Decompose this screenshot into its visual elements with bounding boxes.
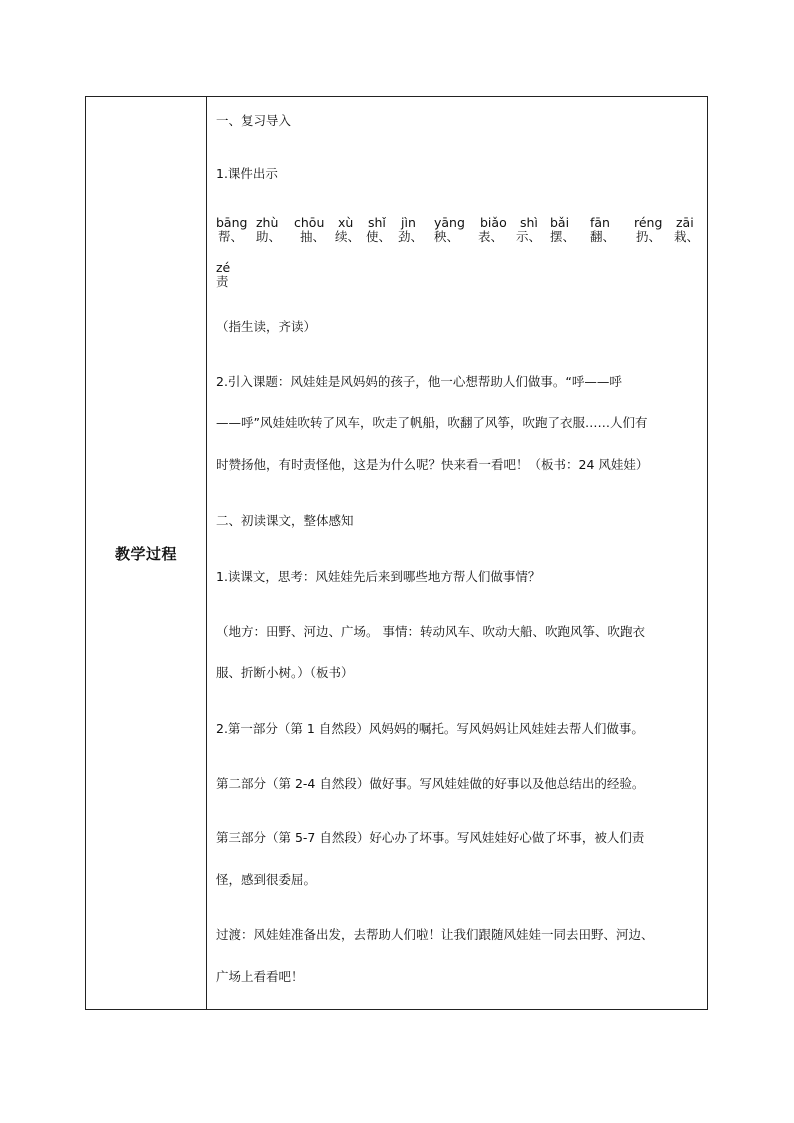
content-cell [207, 97, 707, 1009]
character: 帮、 [218, 229, 244, 244]
section1-title: 一、复习导入 [216, 113, 292, 128]
character: 使、 [366, 229, 392, 244]
item2-line: 2.引入课题：风娃娃是风妈妈的孩子，他一心想帮助人们做事。“呼——呼 [216, 374, 622, 389]
character: 示、 [516, 229, 542, 244]
lesson-table [85, 96, 708, 1010]
character: 秧、 [434, 229, 460, 244]
pinyin: bǎi [550, 215, 570, 230]
character: 栽、 [674, 229, 700, 244]
transition-line: 过渡：风娃娃准备出发，去帮助人们啦！让我们跟随风娃娃一同去田野、河边、 [216, 927, 654, 942]
item2-line: ——呼”风娃娃吹转了风车，吹走了帆船，吹翻了风筝，吹跑了衣服……人们有 [216, 415, 648, 430]
part3-line: 怪，感到很委屈。 [216, 872, 317, 887]
teaching-process-label: 教学过程 [114, 544, 177, 563]
transition-line: 广场上看看吧！ [216, 969, 304, 984]
pinyin-vocabulary-row [216, 215, 706, 255]
part1-summary: 2.第一部分（第 1 自然段）风妈妈的嘱托。写风妈妈让风娃娃去帮人们做事。 [216, 721, 644, 736]
item2-line: 时赞扬他，有时责怪他，这是为什么呢？快来看一看吧！（板书：24 风娃娃） [216, 457, 649, 472]
read-note: （指生读，齐读） [216, 319, 317, 334]
character: 续、 [335, 229, 361, 244]
pinyin: jìn [401, 215, 416, 230]
pinyin: zhù [256, 215, 279, 230]
answer-line: （地方：田野、河边、广场。 事情：转动风车、吹动大船、吹跑风筝、吹跑衣 [216, 624, 645, 639]
character: 表、 [478, 229, 504, 244]
character: 劲、 [398, 229, 424, 244]
reading-question: 1.读课文，思考：风娃娃先后来到哪些地方帮人们做事情？ [216, 569, 541, 584]
pinyin: réng [634, 215, 663, 230]
answer-line: 服、折断小树。）（板书） [216, 665, 354, 680]
item1-courseware: 1.课件出示 [216, 166, 278, 181]
pinyin: biǎo [480, 215, 507, 230]
pinyin: zé [216, 260, 231, 275]
part3-line: 第三部分（第 5-7 自然段）好心办了坏事。写风娃娃好心做了坏事，被人们责 [216, 830, 645, 845]
section2-title: 二、初读课文，整体感知 [216, 513, 354, 528]
character: 助、 [256, 229, 282, 244]
character: 翻、 [590, 229, 616, 244]
label-cell [86, 97, 207, 1009]
pinyin: fān [590, 215, 610, 230]
pinyin: yāng [434, 215, 465, 230]
pinyin-vocabulary-row-2 [216, 260, 276, 290]
pinyin: zāi [676, 215, 694, 230]
character: 责 [216, 274, 229, 289]
pinyin: shì [520, 215, 538, 230]
part2-summary: 第二部分（第 2-4 自然段）做好事。写风娃娃做的好事以及他总结出的经验。 [216, 776, 645, 791]
pinyin: bāng [216, 215, 248, 230]
pinyin: chōu [294, 215, 325, 230]
character: 扔、 [636, 229, 662, 244]
pinyin: shǐ [368, 215, 386, 230]
character: 摆、 [550, 229, 576, 244]
pinyin: xù [338, 215, 354, 230]
character: 抽、 [300, 229, 326, 244]
